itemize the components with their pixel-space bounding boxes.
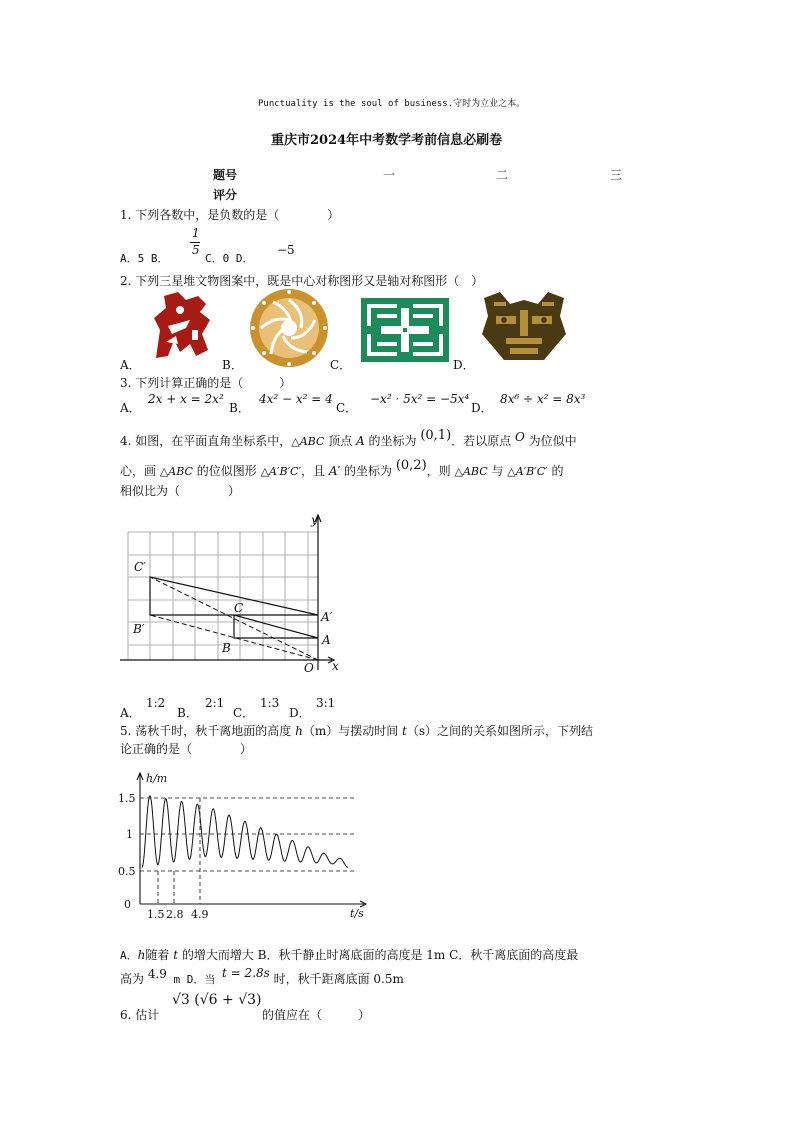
- q1-option-d-value: −5: [277, 243, 295, 257]
- q2-image-b: [249, 288, 329, 368]
- q5-oscillation-curve: [142, 796, 348, 868]
- q4-label-o: O: [304, 661, 314, 675]
- q4-triangle-abc: [234, 615, 318, 638]
- q3-option-d-label: D．: [471, 401, 493, 415]
- q5-y-tick-1-5: 1.5: [118, 792, 136, 805]
- q1-option-a: A．5 B．: [120, 252, 169, 265]
- score-table-row2-label: 评分: [213, 188, 238, 202]
- q4-option-c-label: C．: [233, 706, 255, 720]
- q2-image-d: [480, 290, 568, 362]
- q4-label-a-prime: A′: [321, 610, 333, 624]
- q3-option-c-expr: −x² · 5x² = −5x⁴: [370, 392, 470, 406]
- q3-option-a-expr: 2x + x = 2x²: [148, 392, 224, 406]
- q5-y-tick-0: 0: [124, 898, 131, 911]
- q5-answers-line2: 高为 4.9 m D．当 t = 2.8s 时，秋千距离底面 0.5m: [120, 966, 404, 986]
- q3-option-c-label: C．: [336, 401, 358, 415]
- q4-label-c: C: [234, 601, 244, 615]
- q2-image-a: [146, 290, 216, 362]
- score-table-col1: 一: [383, 168, 396, 182]
- q5-x-tick-1-5: 1.5: [147, 908, 165, 921]
- q2-stem: 2. 下列三星堆文物图案中，既是中心对称图形又是轴对称图形（ ）: [120, 274, 484, 288]
- q2-label-a: A．: [120, 358, 141, 372]
- q2-label-d: D．: [453, 358, 475, 372]
- q4-line3: 相似比为（ ）: [120, 484, 241, 498]
- q1-option-c: C．0 D．: [205, 252, 254, 265]
- q5-y-tick-1: 1: [126, 828, 133, 841]
- q4-label-c-prime: C′: [134, 560, 146, 574]
- q1-frac-numerator: 1: [192, 226, 200, 240]
- header-motto: Punctuality is the soul of business.守时为立业之本。: [258, 99, 526, 109]
- q2-image-c: [361, 298, 449, 362]
- q4-option-b-label: B．: [177, 706, 198, 720]
- q5-x-axis-label: t/s: [350, 907, 364, 920]
- q5-chart: [118, 768, 370, 924]
- q5-x-tick-2-8: 2.8: [166, 908, 184, 921]
- q3-option-b-label: B．: [229, 401, 250, 415]
- q4-figure: [118, 510, 348, 680]
- q4-option-c-value: 1:3: [260, 696, 280, 710]
- page-title: 重庆市2024年中考数学考前信息必刷卷: [271, 133, 503, 148]
- score-table-row1-label: 题号: [213, 168, 238, 182]
- q4-label-b: B: [222, 641, 231, 655]
- score-table-col3: 三: [610, 168, 623, 182]
- score-table-col2: 二: [496, 168, 509, 182]
- q3-option-a-label: A．: [120, 401, 141, 415]
- q3-option-b-expr: 4x² − x² = 4: [259, 392, 333, 406]
- q4-label-b-prime: B′: [133, 622, 145, 636]
- q4-option-a-value: 1:2: [146, 696, 166, 710]
- q4-label-y: y: [311, 513, 318, 527]
- q5-answers-line1: A．h随着 t 的增大而增大 B．秋千静止时离底面的高度是 1m C．秋千离底面的高度最: [120, 948, 579, 962]
- q4-option-d-value: 3:1: [316, 696, 336, 710]
- q4-label-x: x: [332, 659, 339, 673]
- q5-line1: 5. 荡秋千时，秋千离地面的高度 h（m）与摆动时间 t（s）之间的关系如图所示，下列结: [120, 724, 594, 738]
- q5-x-tick-4-9: 4.9: [191, 908, 209, 921]
- q4-line1: 4. 如图，在平面直角坐标系中，△ABC 顶点 A 的坐标为 (0,1)．若以原点 O 为位似中: [120, 428, 577, 448]
- q2-label-b: B．: [222, 358, 243, 372]
- q4-option-a-label: A．: [120, 706, 141, 720]
- q5-line2: 论正确的是（ ）: [120, 742, 253, 756]
- q6-expression: √3 (√6 + √3): [172, 992, 262, 1008]
- q6-stem-start: 6. 估计: [120, 1008, 160, 1022]
- q4-option-b-value: 2:1: [205, 696, 225, 710]
- q4-label-a: A: [322, 633, 331, 647]
- q5-y-tick-0-5: 0.5: [118, 865, 136, 878]
- q1-frac-denominator: 5: [192, 243, 200, 257]
- q6-stem-end: 的值应在（ ）: [262, 1008, 371, 1022]
- q3-option-d-expr: 8x⁶ ÷ x² = 8x³: [500, 392, 586, 406]
- q3-stem: 3. 下列计算正确的是（ ）: [120, 376, 292, 390]
- q2-label-c: C．: [330, 358, 352, 372]
- q1-stem: 1. 下列各数中，是负数的是（ ）: [120, 208, 340, 222]
- q4-line2: 心，画 △ABC 的位似图形 △A′B′C′，且 A′ 的坐标为 (0,2)，则 △ABC 与 △A′B′C′ 的: [120, 458, 564, 478]
- q4-option-d-label: D．: [289, 706, 311, 720]
- q5-y-axis-label: h/m: [146, 772, 168, 785]
